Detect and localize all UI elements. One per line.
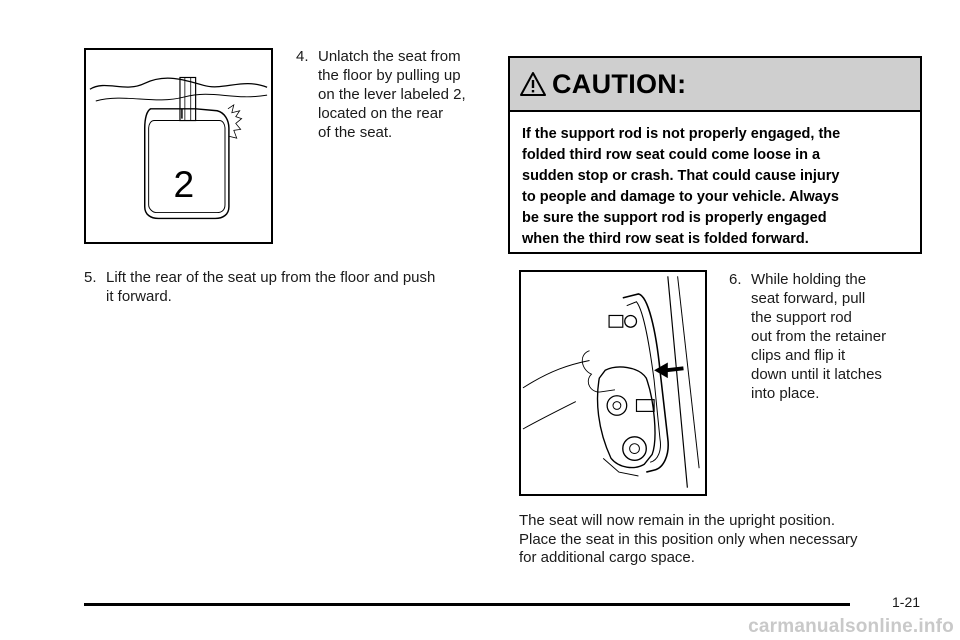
caution-line: to people and damage to your vehicle. Always <box>522 189 839 205</box>
step-5-line: it forward. <box>106 288 172 305</box>
step-4 <box>296 47 496 142</box>
lever-illustration <box>86 50 271 242</box>
step-5-number: 5. <box>84 269 97 286</box>
lever-label: 2 <box>173 162 195 205</box>
step-6-line: clips and flip it <box>751 347 846 364</box>
support-rod-illustration <box>521 272 705 494</box>
caution-title: CAUTION: <box>552 68 687 99</box>
step-6-line: out from the retainer <box>751 328 887 345</box>
caution-line: sudden stop or crash. That could cause injury <box>522 168 840 184</box>
step-6-number: 6. <box>729 271 742 288</box>
caution-line: folded third row seat could come loose in a <box>522 147 821 163</box>
paragraph-line: for additional cargo space. <box>519 549 695 566</box>
caution-body <box>510 112 920 250</box>
caution-line: when the third row seat is folded forward. <box>522 231 809 247</box>
caution-header <box>510 58 920 112</box>
caution-box <box>508 56 922 254</box>
step-4-line: on the lever labeled 2, <box>318 86 466 103</box>
step-4-number: 4. <box>296 48 309 65</box>
step-6-line: While holding the <box>751 271 867 288</box>
step-4-line: the floor by pulling up <box>318 67 461 84</box>
closing-paragraph <box>519 512 919 568</box>
step-4-line: of the seat. <box>318 124 393 141</box>
watermark: carmanualsonline.info <box>748 616 954 637</box>
step-4-line: located on the rear <box>318 105 444 122</box>
support-rod-figure <box>519 270 707 496</box>
lever-figure <box>84 48 273 244</box>
caution-line: If the support rod is not properly engaged, the <box>522 126 841 142</box>
step-6-line: the support rod <box>751 309 852 326</box>
step-4-line: Unlatch the seat from <box>318 48 461 65</box>
step-6-line: seat forward, pull <box>751 290 866 307</box>
step-6 <box>729 270 929 403</box>
paragraph-line: Place the seat in this position only when necessary <box>519 530 858 548</box>
footer-rule <box>84 603 850 606</box>
step-6-line: down until it latches <box>751 366 882 383</box>
step-5 <box>84 268 494 306</box>
page-number: 1-21 <box>892 594 921 610</box>
paragraph-line: The seat will now remain in the upright position. <box>519 512 835 529</box>
warning-triangle-icon <box>520 71 546 97</box>
caution-line: be sure the support rod is properly engaged <box>522 210 827 226</box>
step-6-line: into place. <box>751 385 820 402</box>
step-5-line: Lift the rear of the seat up from the floor and push <box>106 269 436 286</box>
